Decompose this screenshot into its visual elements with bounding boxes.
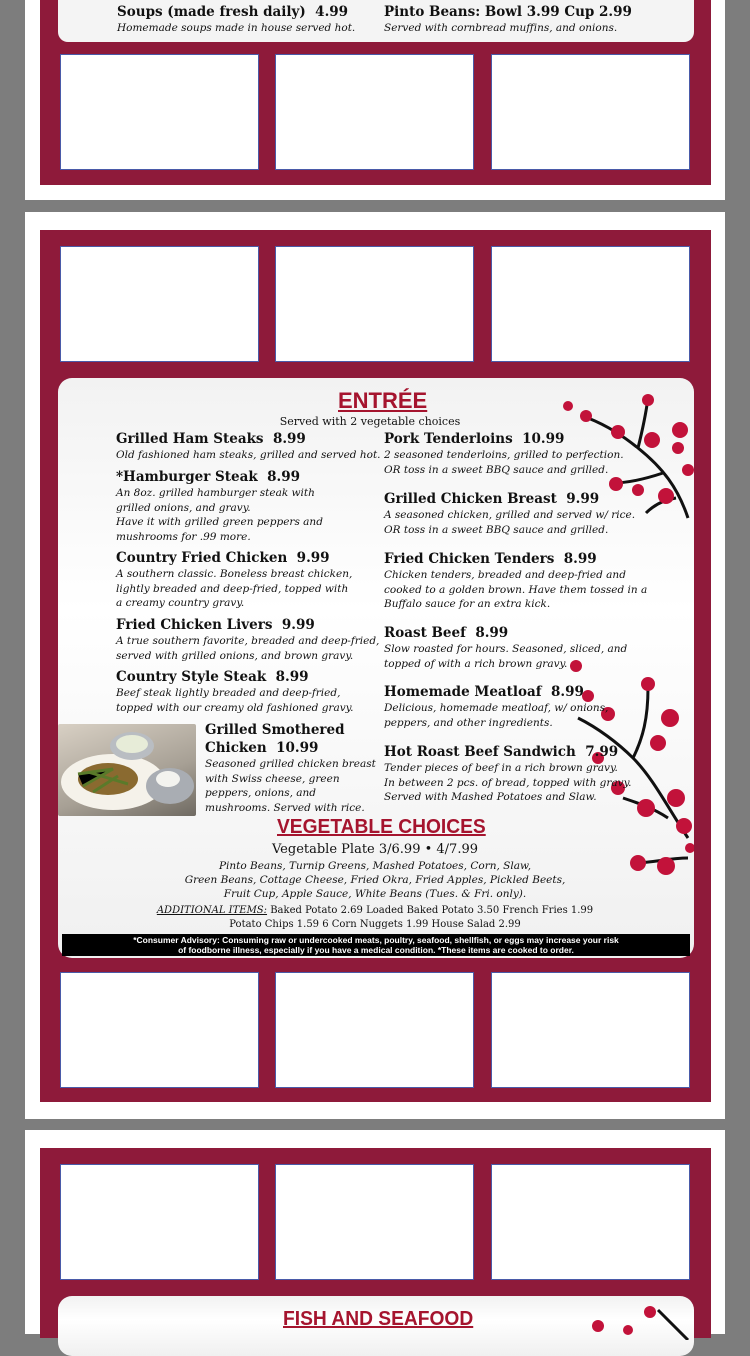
smothered-chicken-name: Grilled Smothered <box>205 722 345 738</box>
menu-page-2 <box>25 212 725 1119</box>
vegetable-list-line: Fruit Cup, Apple Sauce, White Beans (Tues. & Fri. only). <box>223 888 527 900</box>
menu-page-3 <box>25 1130 725 1334</box>
menu-item-desc: a creamy country gravy. <box>116 597 245 609</box>
menu-item-desc: peppers, and other ingredients. <box>384 716 553 729</box>
entree-title: ENTRÉE <box>338 388 428 413</box>
pinto-beans-name: Pinto Beans: Bowl 3.99 Cup 2.99 <box>384 4 632 20</box>
menu-item-desc: Chicken tenders, breaded and deep-fried and <box>384 569 626 581</box>
vegetable-choices-title: VEGETABLE CHOICES <box>277 816 486 838</box>
pinto-beans-desc: Served with cornbread muffins, and onions. <box>384 22 618 34</box>
vegetable-list-line: Green Beans, Cottage Cheese, Fried Okra, Fried Apples, Pickled Beets, <box>184 874 566 886</box>
menu-item-desc: Have it with grilled green peppers and <box>116 516 323 528</box>
menu-item-name: Homemade Meatloaf 8.99 <box>384 684 584 700</box>
consumer-advisory-text: Consuming raw or undercooked meats, poultry, seafood, shellfish, or eggs may increase your risk <box>219 935 619 945</box>
menu-item-desc: mushrooms. Served with rice. <box>205 801 365 814</box>
cherry-blossom-icon <box>558 1300 694 1340</box>
menu-item-desc: lightly breaded and deep-fried, topped with <box>116 582 349 595</box>
food-photo <box>58 724 196 816</box>
menu-item-name: Roast Beef 8.99 <box>384 625 509 641</box>
menu-item-desc: Buffalo sauce for an extra kick. <box>384 598 551 610</box>
vegetable-plate-price: Vegetable Plate 3/6.99 • 4/7.99 <box>271 842 478 857</box>
smothered-chicken-name-line2: Chicken 10.99 <box>205 740 319 756</box>
menu-item-desc: topped of with a rich brown gravy. <box>384 657 568 670</box>
menu-item-name: Hot Roast Beef Sandwich 7.99 <box>384 744 619 760</box>
empty-slot <box>275 54 474 170</box>
fish-seafood-title: FISH AND SEAFOOD <box>283 1308 474 1330</box>
menu-item-desc: Tender pieces of beef in a rich brown gravy. <box>384 762 618 774</box>
menu-item-name: Fried Chicken Tenders 8.99 <box>384 551 597 567</box>
empty-slot <box>275 972 474 1088</box>
menu-item-desc: A southern classic. Boneless breast chicken, <box>116 568 353 580</box>
menu-item-name: Grilled Ham Steaks 8.99 <box>116 431 306 447</box>
entree-subtitle: Served with 2 vegetable choices <box>279 415 461 428</box>
menu-item-desc: with Swiss cheese, green <box>205 772 340 785</box>
menu-item-desc: OR toss in a sweet BBQ sauce and grilled. <box>384 463 609 476</box>
soups-name: Soups (made fresh daily) 4.99 <box>117 4 349 20</box>
soups-desc: Homemade soups made in house served hot. <box>117 22 356 34</box>
menu-item-desc: cooked to a golden brown. Have them tossed in a <box>384 583 648 596</box>
menu-item-desc: OR toss in a sweet BBQ sauce and grilled. <box>384 523 609 536</box>
empty-slot <box>275 1164 474 1280</box>
menu-item-desc: served with grilled onions, and brown gravy. <box>116 649 354 662</box>
menu-item-desc: Beef steak lightly breaded and deep-fried, <box>116 687 341 699</box>
menu-item-desc: mushrooms for .99 more. <box>116 530 251 543</box>
menu-item-desc: Slow roasted for hours. Seasoned, sliced, and <box>384 643 628 655</box>
empty-slot <box>491 972 690 1088</box>
menu-item-name: Country Fried Chicken 9.99 <box>116 550 330 566</box>
consumer-advisory <box>62 934 690 956</box>
menu-item-desc: topped with our creamy old fashioned gravy. <box>116 701 354 714</box>
menu-item-desc: In between 2 pcs. of bread, topped with gravy. <box>384 776 632 789</box>
additional-items-line-2: Potato Chips 1.59 6 Corn Nuggets 1.99 House Salad 2.99 <box>229 919 521 930</box>
menu-item-desc: Delicious, homemade meatloaf, w/ onions, <box>384 702 609 714</box>
empty-slot <box>491 54 690 170</box>
empty-slot <box>275 246 474 362</box>
menu-item-name: Grilled Chicken Breast 9.99 <box>384 491 600 507</box>
menu-item-desc: Served with Mashed Potatoes and Slaw. <box>384 791 597 803</box>
menu-item-desc: grilled onions, and gravy. <box>116 501 251 514</box>
menu-item-desc: 2 seasoned tenderloins, grilled to perfection. <box>384 449 624 461</box>
menu-item-desc: Seasoned grilled chicken breast <box>205 758 376 770</box>
empty-slot <box>491 1164 690 1280</box>
vegetable-list-line: Pinto Beans, Turnip Greens, Mashed Potatoes, Corn, Slaw, <box>218 860 532 872</box>
menu-item-desc: A seasoned chicken, grilled and served w/ rice. <box>384 509 636 521</box>
menu-item-desc: An 8oz. grilled hamburger steak with <box>116 487 315 499</box>
additional-items-line: ADDITIONAL ITEMS: Baked Potato 2.69 Loaded Baked Potato 3.50 French Fries 1.99 <box>156 905 594 916</box>
menu-item-desc: peppers, onions, and <box>205 787 317 799</box>
consumer-advisory-label: *Consumer Advisory: <box>133 935 220 945</box>
menu-item-name: Pork Tenderloins 10.99 <box>384 431 565 447</box>
consumer-advisory-text-line2: of foodborne illness, especially if you have a medical condition. *These items are cooked to order. <box>178 945 574 955</box>
empty-slot <box>60 972 259 1088</box>
menu-item-desc: A true southern favorite, breaded and deep-fried, <box>116 635 380 647</box>
menu-page-1 <box>25 0 725 200</box>
empty-slot <box>60 246 259 362</box>
empty-slot <box>60 1164 259 1280</box>
empty-slot <box>60 54 259 170</box>
menu-item-name: Country Style Steak 8.99 <box>116 669 309 685</box>
menu-item-name: *Hamburger Steak 8.99 <box>116 469 301 485</box>
empty-slot <box>491 246 690 362</box>
menu-item-name: Fried Chicken Livers 9.99 <box>116 617 315 633</box>
menu-item-desc: Old fashioned ham steaks, grilled and served hot. <box>116 449 381 461</box>
